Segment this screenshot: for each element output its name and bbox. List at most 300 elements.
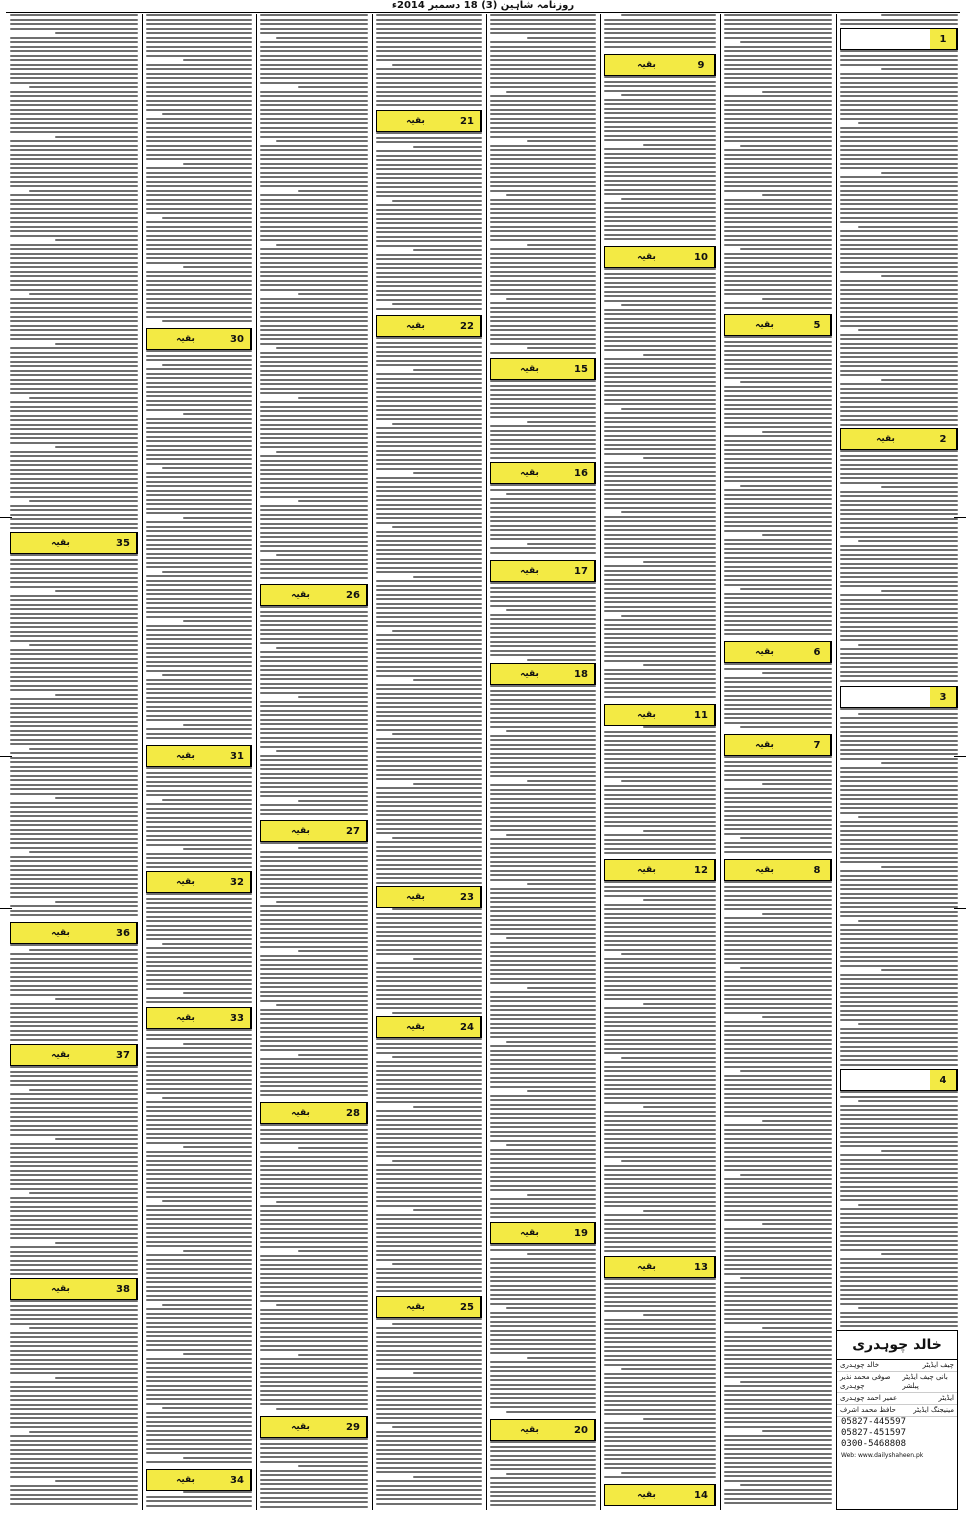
text-line (260, 732, 368, 734)
text-line (858, 1307, 958, 1309)
text-line (724, 1133, 832, 1135)
text-line (490, 529, 596, 531)
text-line (490, 1167, 596, 1169)
text-line (840, 581, 958, 583)
text-line (724, 1228, 832, 1230)
text-line (10, 586, 138, 588)
text-line (146, 208, 252, 210)
text-line (376, 1164, 482, 1166)
text-line (376, 1065, 482, 1067)
text-line (724, 516, 832, 518)
text-line (490, 820, 596, 822)
text-line (146, 1376, 252, 1378)
text-line (260, 1210, 368, 1212)
text-line (10, 658, 138, 660)
text-line (604, 153, 716, 155)
text-line (724, 1403, 832, 1405)
text-line (840, 888, 958, 890)
text-line (840, 113, 958, 115)
text-line (604, 574, 716, 576)
text-line (724, 801, 832, 803)
text-line (724, 266, 832, 268)
text-line (146, 445, 252, 447)
text-line (376, 648, 482, 650)
text-line (276, 451, 368, 453)
column-rule (836, 14, 837, 1510)
text-line (10, 230, 138, 232)
text-line (260, 633, 368, 635)
text-line (376, 1236, 482, 1238)
text-line (260, 14, 368, 16)
text-line (260, 809, 368, 811)
text-line (724, 566, 832, 568)
text-line (376, 373, 482, 375)
text-line (604, 998, 716, 1000)
text-line (376, 1250, 482, 1252)
text-line (146, 589, 252, 591)
text-line (490, 46, 596, 48)
text-line (298, 847, 368, 849)
text-line (376, 571, 482, 573)
text-line (858, 540, 958, 542)
text-line (260, 1000, 368, 1002)
text-line (604, 220, 716, 222)
text-line (376, 1390, 482, 1392)
text-line (840, 140, 958, 142)
staff-role: بانی چیف ایڈیٹر پبلشر (902, 1373, 948, 1390)
text-line (183, 1353, 252, 1355)
text-line (724, 788, 832, 790)
text-line (490, 547, 596, 549)
text-line (260, 208, 368, 210)
text-line (490, 757, 596, 759)
text-line (146, 866, 252, 868)
text-line (146, 64, 252, 66)
text-line (260, 73, 368, 75)
text-line (376, 926, 482, 928)
text-line (604, 1066, 716, 1068)
text-line (146, 826, 252, 828)
text-line (604, 193, 716, 195)
text-line (724, 435, 832, 437)
text-line (724, 476, 832, 478)
text-line (146, 136, 252, 138)
text-line (604, 789, 716, 791)
text-line (146, 790, 252, 792)
text-line (260, 226, 368, 228)
text-line (146, 293, 252, 295)
text-line (840, 154, 958, 156)
text-line (260, 95, 368, 97)
text-line (490, 19, 596, 21)
text-line (376, 1413, 482, 1415)
newspaper-logo: خالد چوہدری (837, 1331, 957, 1360)
text-line (10, 109, 138, 111)
article-text (490, 1441, 596, 1510)
text-line (10, 1273, 138, 1275)
text-line (260, 813, 368, 815)
text-line (260, 496, 368, 498)
text-line (840, 352, 958, 354)
text-line (376, 1115, 482, 1117)
text-line (724, 118, 832, 120)
text-line (490, 996, 596, 998)
text-line (376, 346, 482, 348)
text-line (376, 495, 482, 497)
text-line (604, 1012, 716, 1014)
text-line (724, 1057, 832, 1059)
text-line (490, 793, 596, 795)
text-line (146, 1119, 252, 1121)
text-line (260, 523, 368, 525)
text-line (490, 739, 596, 741)
text-line (840, 131, 958, 133)
text-line (376, 855, 482, 857)
text-line (840, 1064, 958, 1066)
text-line (10, 82, 138, 84)
text-line (724, 23, 832, 25)
text-line (604, 135, 716, 137)
text-line (604, 803, 716, 805)
text-line (260, 1259, 368, 1261)
text-line (146, 830, 252, 832)
text-line (724, 819, 832, 821)
text-line (604, 538, 716, 540)
text-line (376, 675, 482, 677)
text-line (146, 1326, 252, 1328)
text-line (490, 1158, 596, 1160)
text-line (146, 925, 252, 927)
text-line (840, 221, 958, 223)
text-line (260, 563, 368, 565)
text-line (376, 504, 482, 506)
marker-label: بقیہ (491, 463, 568, 483)
text-line (376, 1083, 482, 1085)
text-line (10, 743, 138, 745)
text-line (490, 1375, 596, 1377)
article-text (146, 893, 252, 1005)
text-line (10, 1165, 138, 1167)
crop-mark (954, 756, 966, 757)
continuation-marker (724, 314, 832, 336)
text-line (840, 415, 958, 417)
text-line (146, 28, 252, 30)
text-line (146, 1290, 252, 1292)
text-line (260, 1129, 368, 1131)
text-line (724, 1255, 832, 1257)
text-line (490, 1361, 596, 1363)
text-line (10, 1395, 138, 1397)
marker-label: بقیہ (605, 1485, 688, 1505)
text-line (840, 956, 958, 958)
text-line (724, 1448, 832, 1450)
text-line (840, 1208, 958, 1210)
text-line (527, 883, 596, 885)
text-line (376, 1332, 482, 1334)
text-line (621, 198, 716, 200)
text-line (376, 792, 482, 794)
text-line (260, 1214, 368, 1216)
text-line (840, 1213, 958, 1215)
text-line (527, 140, 596, 142)
text-line (604, 940, 716, 942)
text-line (260, 352, 368, 354)
text-line (840, 82, 958, 84)
text-line (146, 46, 252, 48)
text-line (146, 1065, 252, 1067)
text-line (840, 825, 958, 827)
text-line (604, 1039, 716, 1041)
text-line (724, 1304, 832, 1306)
text-line (146, 1272, 252, 1274)
text-line (260, 541, 368, 543)
text-line (10, 1368, 138, 1370)
text-line (604, 785, 716, 787)
text-line (146, 1335, 252, 1337)
text-line (376, 218, 482, 220)
text-line (260, 307, 368, 309)
text-line (55, 998, 138, 1000)
text-line (260, 167, 368, 169)
text-line (10, 604, 138, 606)
text-line (260, 1376, 368, 1378)
text-line (146, 584, 252, 586)
text-line (376, 1038, 482, 1040)
text-line (10, 689, 138, 691)
text-line (643, 144, 716, 146)
text-line (490, 906, 596, 908)
text-line (840, 95, 958, 97)
text-line (10, 1039, 138, 1041)
text-line (724, 1138, 832, 1140)
text-line (10, 1107, 138, 1109)
text-line (162, 467, 252, 469)
text-line (146, 1452, 252, 1454)
text-line (376, 522, 482, 524)
text-line (376, 940, 482, 942)
text-line (146, 683, 252, 685)
text-line (260, 230, 368, 232)
text-line (146, 835, 252, 837)
text-line (260, 1340, 368, 1342)
text-line (10, 842, 138, 844)
text-line (146, 916, 252, 918)
text-line (146, 1281, 252, 1283)
text-line (724, 390, 832, 392)
text-line (376, 231, 482, 233)
text-line (858, 122, 958, 124)
text-line (376, 204, 482, 206)
text-line (643, 830, 716, 832)
text-line (490, 416, 596, 418)
text-line (490, 1450, 596, 1452)
text-line (490, 1352, 596, 1354)
text-line (10, 985, 138, 987)
text-line (604, 367, 716, 369)
text-line (840, 217, 958, 219)
text-line (376, 281, 482, 283)
text-line (376, 1142, 482, 1144)
text-line (604, 687, 716, 689)
text-line (146, 1115, 252, 1117)
text-line (146, 1322, 252, 1324)
staff-row-chief-editor (837, 1360, 957, 1372)
text-line (490, 838, 596, 840)
text-line (724, 570, 832, 572)
text-line (376, 213, 482, 215)
text-line (376, 1254, 482, 1256)
text-line (858, 644, 958, 646)
text-line (146, 1124, 252, 1126)
text-line (55, 446, 138, 448)
text-line (840, 1222, 958, 1224)
text-line (527, 1253, 596, 1255)
text-line (604, 976, 716, 978)
text-line (840, 1321, 958, 1323)
text-line (490, 1482, 596, 1484)
text-line (604, 1296, 716, 1298)
text-line (376, 186, 482, 188)
text-line (376, 823, 482, 825)
text-line (10, 734, 138, 736)
text-line (724, 1345, 832, 1347)
text-line (724, 1313, 832, 1315)
text-line (604, 852, 716, 854)
text-line (724, 302, 832, 304)
text-line (604, 525, 716, 527)
text-line (10, 91, 138, 93)
text-line (10, 1116, 138, 1118)
text-line (260, 491, 368, 493)
text-line (376, 580, 482, 582)
marker-number: 12 (688, 860, 715, 880)
text-line (376, 1408, 482, 1410)
text-line (724, 552, 832, 554)
text-line (376, 1119, 482, 1121)
text-line (10, 329, 138, 331)
text-line (146, 284, 252, 286)
text-line (376, 1191, 482, 1193)
text-line (260, 136, 368, 138)
text-line (376, 436, 482, 438)
text-line (724, 1412, 832, 1414)
text-line (840, 450, 958, 452)
text-line (10, 1206, 138, 1208)
text-line (724, 19, 832, 21)
text-line (724, 235, 832, 237)
text-line (162, 1097, 252, 1099)
text-line (146, 710, 252, 712)
text-line (146, 280, 252, 282)
text-line (724, 404, 832, 406)
text-line (604, 1201, 716, 1203)
text-line (724, 77, 832, 79)
text-line (146, 1308, 252, 1310)
text-line (260, 91, 368, 93)
text-line (260, 572, 368, 574)
text-line (840, 253, 958, 255)
text-line (490, 275, 596, 277)
text-line (840, 1114, 958, 1116)
text-line (840, 208, 958, 210)
marker-number: 18 (568, 664, 595, 684)
text-line (376, 603, 482, 605)
text-line (490, 888, 596, 890)
text-line (490, 534, 596, 536)
text-line (260, 701, 368, 703)
text-line (146, 449, 252, 451)
text-line (146, 785, 252, 787)
text-line (10, 1426, 138, 1428)
text-line (10, 721, 138, 723)
text-line (146, 643, 252, 645)
marker-number: 38 (110, 1279, 137, 1299)
text-line (881, 1150, 958, 1152)
text-line (10, 622, 138, 624)
text-line (260, 1058, 368, 1060)
text-line (840, 726, 958, 728)
text-line (724, 722, 832, 724)
text-line (376, 962, 482, 964)
text-line (740, 381, 832, 383)
text-line (604, 1120, 716, 1122)
text-line (146, 1349, 252, 1351)
marker-label: بقیہ (725, 735, 804, 755)
text-line (724, 59, 832, 61)
text-line (840, 185, 958, 187)
text-line (146, 970, 252, 972)
text-line (146, 1434, 252, 1436)
text-line (146, 1052, 252, 1054)
article-column-3 (602, 14, 718, 1510)
text-line (298, 950, 368, 952)
text-line (376, 787, 482, 789)
text-line (724, 28, 832, 30)
text-line (260, 869, 368, 871)
marker-number: 36 (110, 923, 137, 943)
text-line (604, 211, 716, 213)
text-line (840, 666, 958, 668)
text-line (604, 534, 716, 536)
text-line (146, 145, 252, 147)
text-line (840, 1258, 958, 1260)
text-line (146, 907, 252, 909)
text-line (146, 737, 252, 739)
text-line (724, 1475, 832, 1477)
text-line (376, 77, 482, 79)
continuation-marker (724, 734, 832, 756)
text-line (840, 518, 958, 520)
text-line (260, 629, 368, 631)
text-line (490, 1189, 596, 1191)
marker-label: بقیہ (605, 247, 688, 267)
text-line (10, 1476, 138, 1478)
text-line (29, 644, 138, 646)
text-line (840, 906, 958, 908)
text-line (840, 64, 958, 66)
text-line (604, 619, 716, 621)
text-line (724, 1421, 832, 1423)
text-line (604, 520, 716, 522)
text-line (260, 514, 368, 516)
text-line (724, 244, 832, 246)
text-line (376, 1007, 482, 1009)
text-line (604, 207, 716, 209)
text-line (840, 307, 958, 309)
text-line (490, 1086, 596, 1088)
text-line (604, 762, 716, 764)
text-line (10, 356, 138, 358)
